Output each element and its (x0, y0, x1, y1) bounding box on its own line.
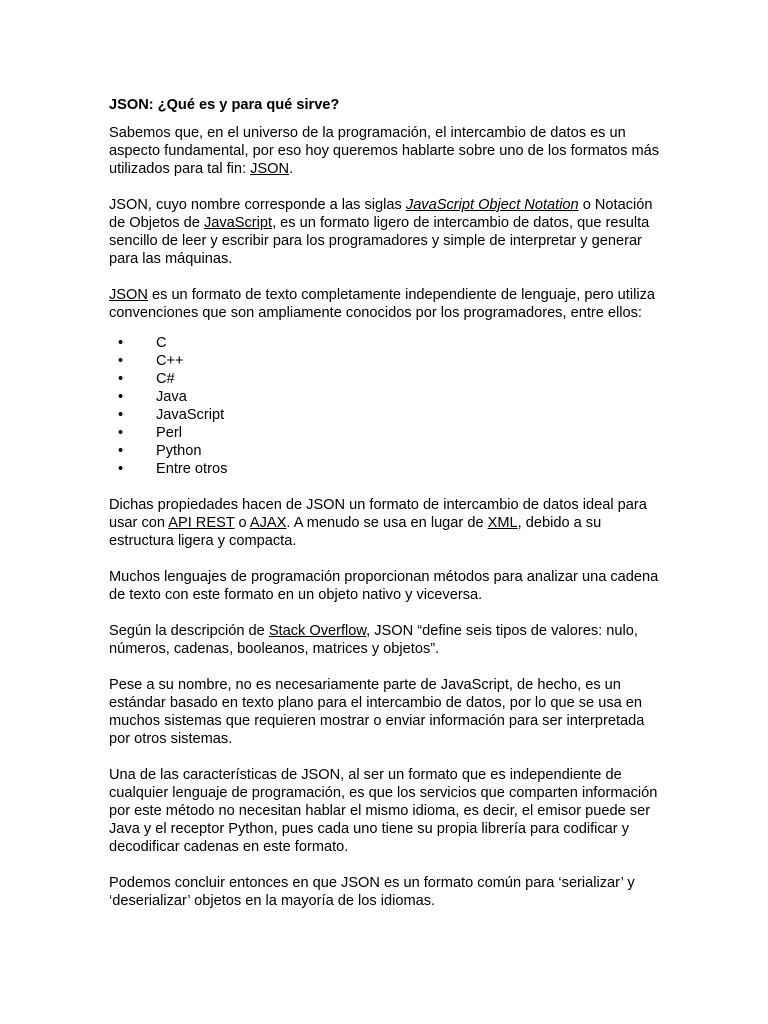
bullet-icon: • (118, 389, 124, 405)
list-item-label: C++ (156, 353, 184, 369)
paragraph-definition (109, 196, 668, 268)
list-item-label: Python (156, 443, 202, 459)
paragraph-parsing: Muchos lenguajes de programación proporcionan métodos para analizar una cadena de texto con este formato en un objeto nativo y viceversa. (109, 569, 659, 603)
list-item (109, 424, 668, 442)
paragraph-standard: Pese a su nombre, no es necesariamente parte de JavaScript, de hecho, es un estándar basado en texto plano para el intercambio de datos, por lo que se usa en muchos sistemas que requieren mostrar o enviar información para ser interpretada por otros sistemas. (109, 677, 645, 747)
list-item (109, 442, 668, 460)
list-item (109, 334, 668, 352)
paragraph-stackoverflow-text-a: Según la descripción de (109, 623, 269, 639)
paragraph-stackoverflow (109, 622, 668, 658)
paragraph-definition-text-b: o Notación de Objetos de (109, 197, 653, 231)
bullet-icon: • (118, 353, 124, 369)
bullet-icon: • (118, 443, 124, 459)
paragraph-independence (109, 286, 668, 322)
list-item-label: Perl (156, 425, 182, 441)
ajax-link[interactable]: AJAX (249, 515, 287, 531)
paragraph-definition-text-c: , es un formato ligero de intercambio de datos, que resulta sencillo de leer y escribir para los programadores y simple de interpretar y generar para las máquinas. (109, 215, 650, 267)
bullet-icon: • (118, 335, 124, 351)
list-item-label: Entre otros (156, 461, 228, 477)
bullet-icon: • (118, 371, 124, 387)
list-item (109, 460, 668, 478)
paragraph-conclusion: Podemos concluir entonces en que JSON es un formato común para ‘serializar’ y ‘deserializar’ objetos en la mayoría de los idiomas. (109, 875, 635, 909)
paragraph-usage-text-a: Dichas propiedades hacen de JSON un formato de intercambio de datos ideal para usar con (109, 497, 647, 531)
bullet-icon: • (118, 407, 124, 423)
list-item-label: C (156, 335, 167, 351)
paragraph-usage-text-d: , debido a su estructura ligera y compacta. (109, 515, 602, 549)
list-item (109, 370, 668, 388)
document-title: JSON: ¿Qué es y para qué sirve? (109, 97, 340, 113)
bullet-icon: • (118, 461, 124, 477)
paragraph-intro (109, 124, 668, 178)
javascript-object-notation-link[interactable]: JavaScript Object Notation (405, 197, 579, 213)
paragraph-stackoverflow-text-b: , JSON “define seis tipos de valores: nulo, números, cadenas, booleanos, matrices y objetos”. (109, 623, 638, 657)
list-item (109, 388, 668, 406)
paragraph-usage-text-b: o (234, 515, 250, 531)
list-item-label: C# (156, 371, 175, 387)
list-item (109, 352, 668, 370)
bullet-icon: • (118, 425, 124, 441)
xml-link[interactable]: XML (487, 515, 518, 531)
list-item-label: JavaScript (156, 407, 225, 423)
json-link-2[interactable]: JSON (109, 287, 148, 303)
list-item (109, 406, 668, 424)
javascript-link[interactable]: JavaScript (203, 215, 273, 231)
paragraph-intro-end: . (289, 161, 294, 177)
languages-list (109, 334, 668, 478)
api-rest-link[interactable]: API REST (168, 515, 235, 531)
list-item-label: Java (156, 389, 187, 405)
stack-overflow-link[interactable]: Stack Overflow (268, 623, 367, 639)
paragraph-usage (109, 496, 668, 550)
paragraph-characteristics: Una de las características de JSON, al ser un formato que es independiente de cualquier lenguaje de programación, es que los servicios que comparten información por este método no necesitan hablar el mismo idioma, es decir, el emisor puede ser Java y el receptor Python, pues cada uno tiene su propia librería para codificar y decodificar cadenas en este formato. (109, 767, 658, 855)
paragraph-usage-text-c: . A menudo se usa en lugar de (286, 515, 488, 531)
paragraph-intro-text: Sabemos que, en el universo de la programación, el intercambio de datos es un aspecto fundamental, por eso hoy queremos hablarte sobre uno de los formatos más utilizados para tal fin: (109, 125, 660, 177)
paragraph-independence-text: es un formato de texto completamente independiente de lenguaje, pero utiliza convenciones que son ampliamente conocidos por los programadores, entre ellos: (109, 287, 655, 321)
json-link[interactable]: JSON (250, 161, 290, 177)
paragraph-definition-text-a: JSON, cuyo nombre corresponde a las siglas (109, 197, 406, 213)
